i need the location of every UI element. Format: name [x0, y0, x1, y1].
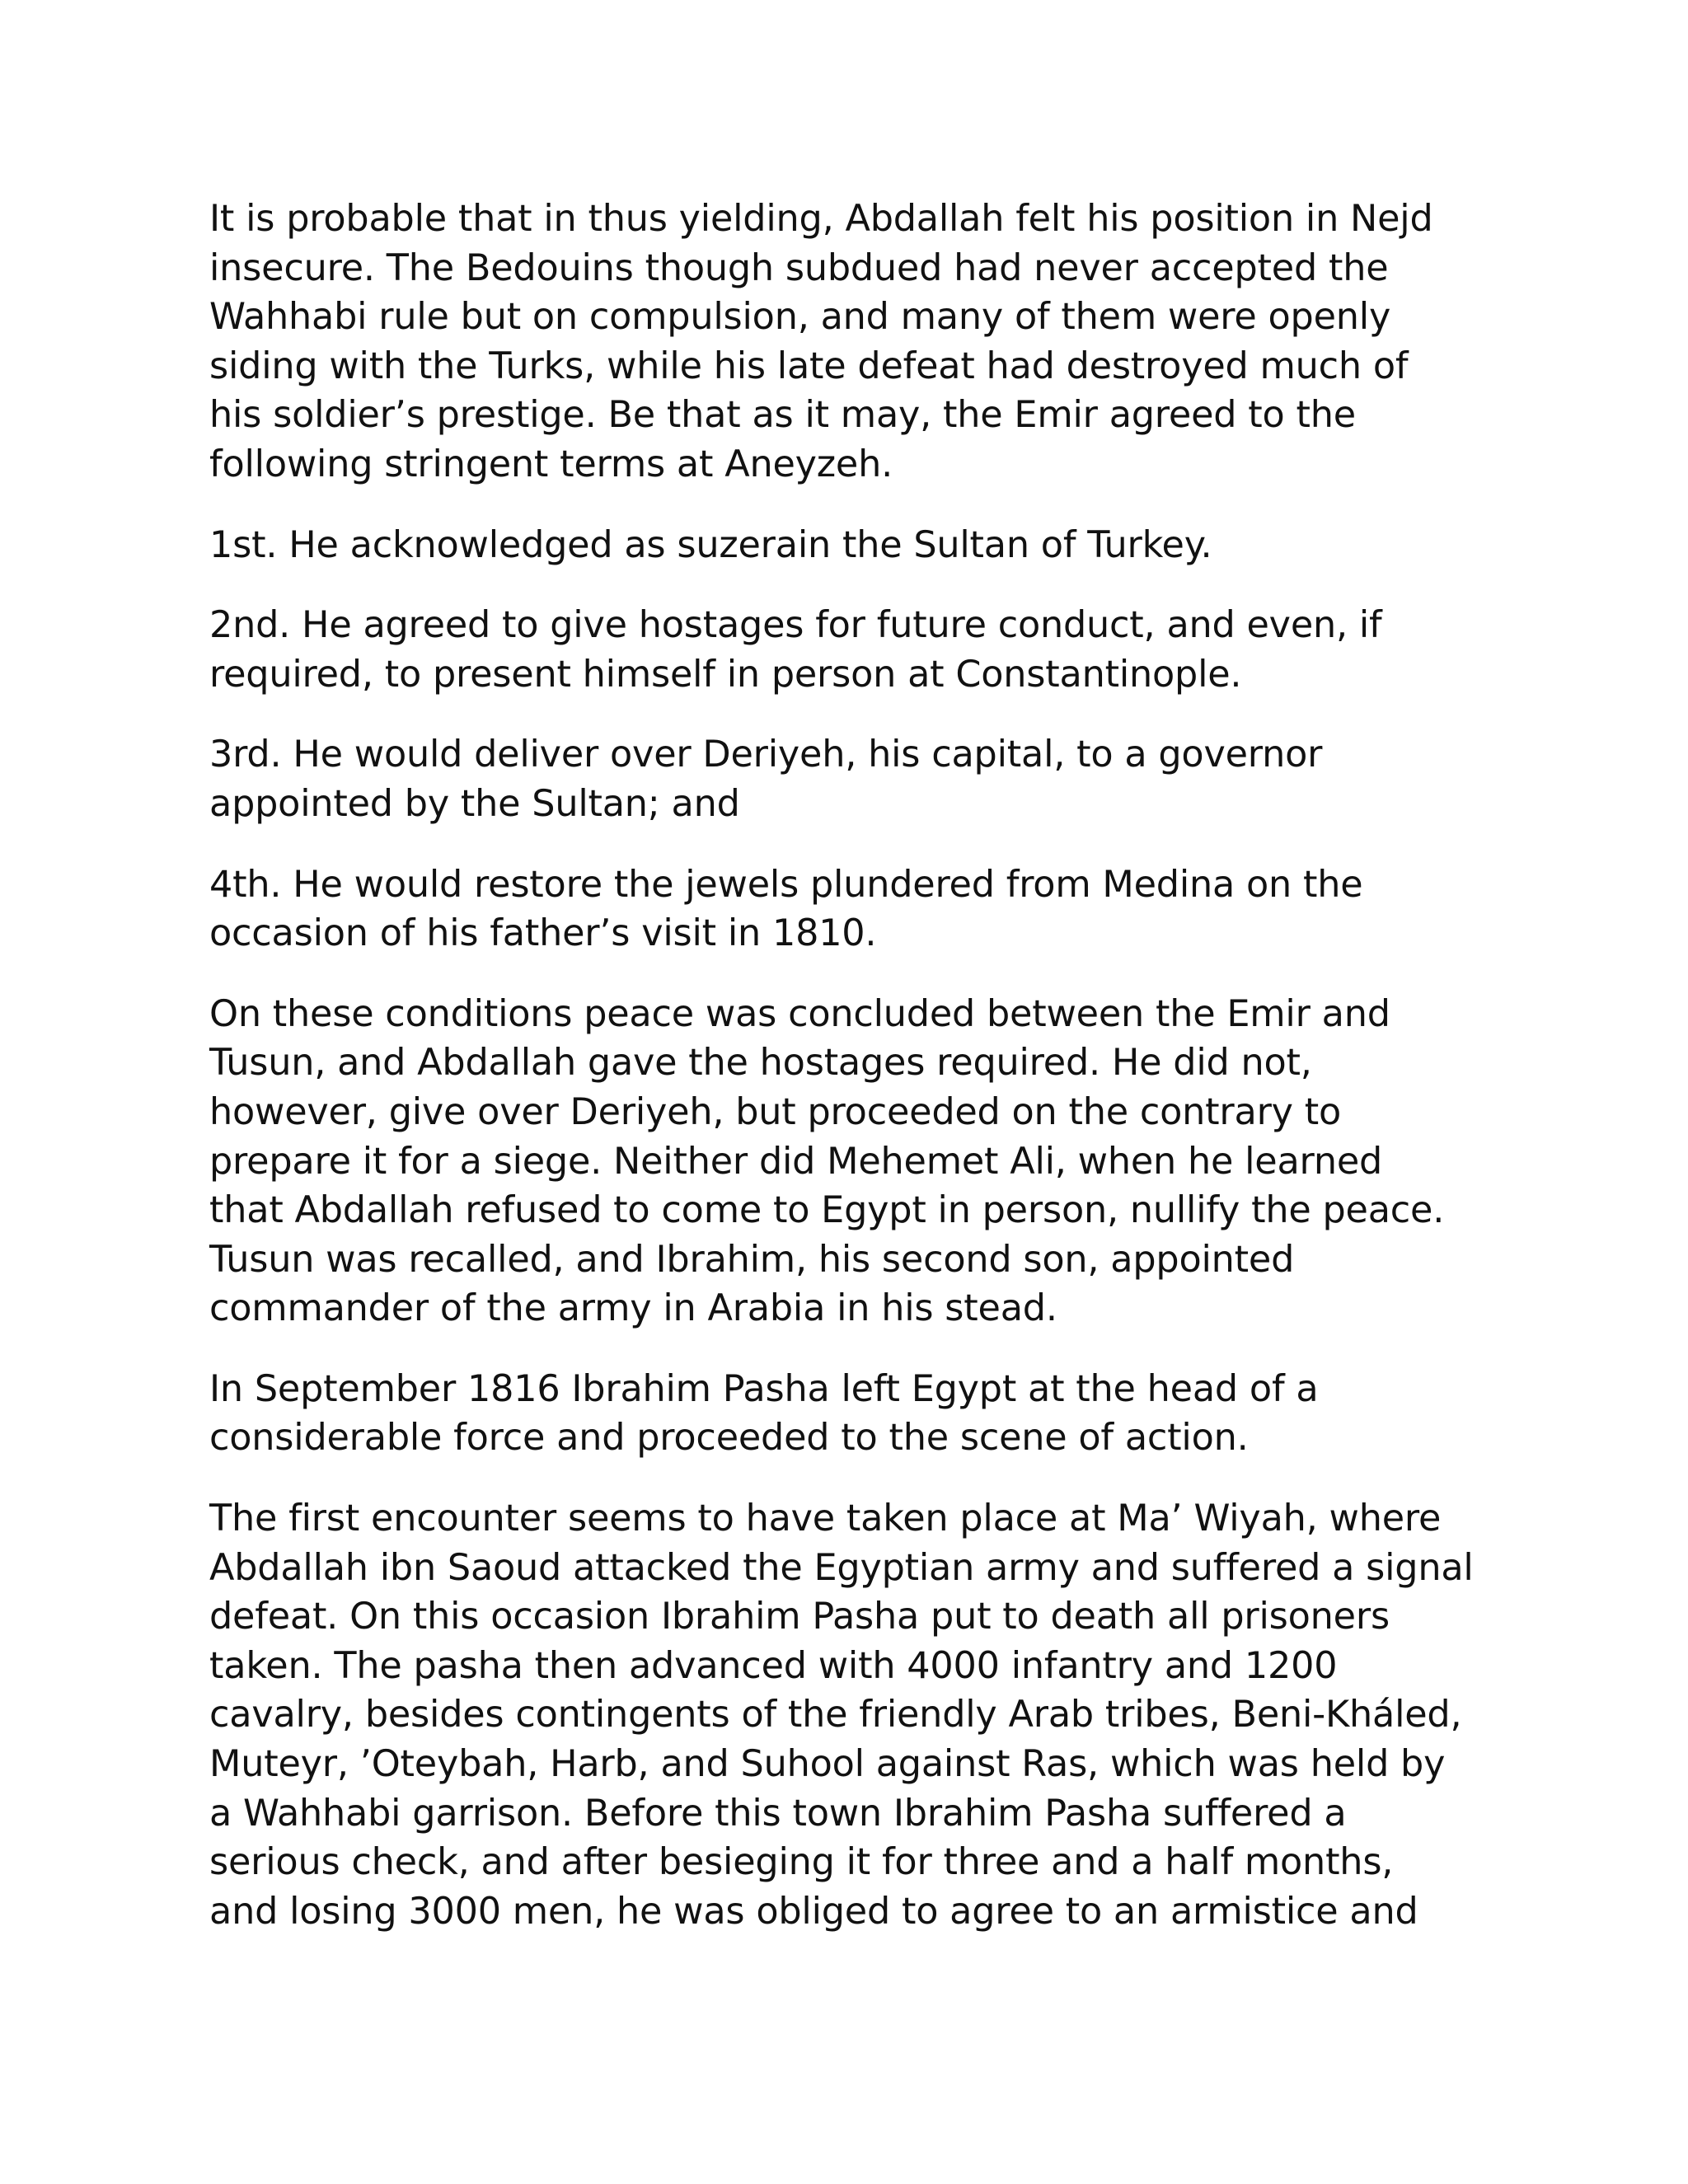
text-line: that Abdallah refused to come to Egypt in person, nullify the peace. — [209, 1189, 1445, 1232]
text-line: appointed by the Sultan; and — [209, 782, 740, 825]
text-line: taken. The pasha then advanced with 4000 infantry and 1200 — [209, 1644, 1338, 1687]
paragraph-peace — [209, 990, 1512, 1333]
text-line: 1st. He acknowledged as suzerain the Sultan of Turkey. — [209, 523, 1212, 566]
text-line: 3rd. He would deliver over Deriyeh, his capital, to a governor — [209, 733, 1323, 776]
paragraph-september — [209, 1365, 1512, 1463]
text-line: In September 1816 Ibrahim Pasha left Egypt at the head of a — [209, 1367, 1319, 1410]
text-line: required, to present himself in person at Constantinople. — [209, 653, 1242, 696]
text-line: siding with the Turks, while his late defeat had destroyed much of — [209, 344, 1409, 387]
text-line: Tusun, and Abdallah gave the hostages required. He did not, — [209, 1042, 1312, 1085]
text-line: a Wahhabi garrison. Before this town Ibrahim Pasha suffered a — [209, 1792, 1347, 1835]
text-line: Abdallah ibn Saoud attacked the Egyptian army and suffered a signal — [209, 1546, 1474, 1589]
text-line: Wahhabi rule but on compulsion, and many of them were openly — [209, 296, 1391, 339]
paragraph-encounter — [209, 1494, 1512, 1936]
text-line: and losing 3000 men, he was obliged to agree to an armistice and — [209, 1890, 1418, 1933]
text-line: 4th. He would restore the jewels plundered from Medina on the — [209, 863, 1363, 906]
paragraph-term-1 — [209, 521, 1512, 570]
text-line: defeat. On this occasion Ibrahim Pasha put to death all prisoners — [209, 1596, 1390, 1638]
text-line: insecure. The Bedouins though subdued had never accepted the — [209, 246, 1389, 289]
text-line: It is probable that in thus yielding, Abdallah felt his position in Nejd — [209, 198, 1433, 240]
text-line: considerable force and proceeded to the scene of action. — [209, 1417, 1249, 1460]
paragraph-term-2 — [209, 601, 1512, 699]
text-line: On these conditions peace was concluded between the Emir and — [209, 992, 1390, 1035]
text-line: commander of the army in Arabia in his stead. — [209, 1287, 1057, 1330]
text-line: The first encounter seems to have taken place at Ma’ Wiyah, where — [209, 1497, 1442, 1540]
text-line: Muteyr, ’Oteybah, Harb, and Suhool against Ras, which was held by — [209, 1743, 1446, 1786]
paragraph-term-4 — [209, 860, 1512, 958]
text-line: Tusun was recalled, and Ibrahim, his second son, appointed — [209, 1238, 1295, 1281]
document-body — [209, 194, 1512, 1967]
text-line: however, give over Deriyeh, but proceeded on the contrary to — [209, 1090, 1342, 1133]
text-line: serious check, and after besieging it for three and a half months, — [209, 1841, 1394, 1884]
text-line: prepare it for a siege. Neither did Mehemet Ali, when he learned — [209, 1140, 1383, 1183]
text-line: occasion of his father’s visit in 1810. — [209, 912, 877, 955]
text-line: 2nd. He agreed to give hostages for future conduct, and even, if — [209, 604, 1382, 647]
paragraph-term-3 — [209, 730, 1512, 828]
text-line: his soldier’s prestige. Be that as it may, the Emir agreed to the — [209, 394, 1356, 437]
text-line: cavalry, besides contingents of the friendly Arab tribes, Beni-Kháled, — [209, 1694, 1462, 1736]
text-line: following stringent terms at Aneyzeh. — [209, 443, 893, 485]
paragraph-intro — [209, 194, 1512, 490]
